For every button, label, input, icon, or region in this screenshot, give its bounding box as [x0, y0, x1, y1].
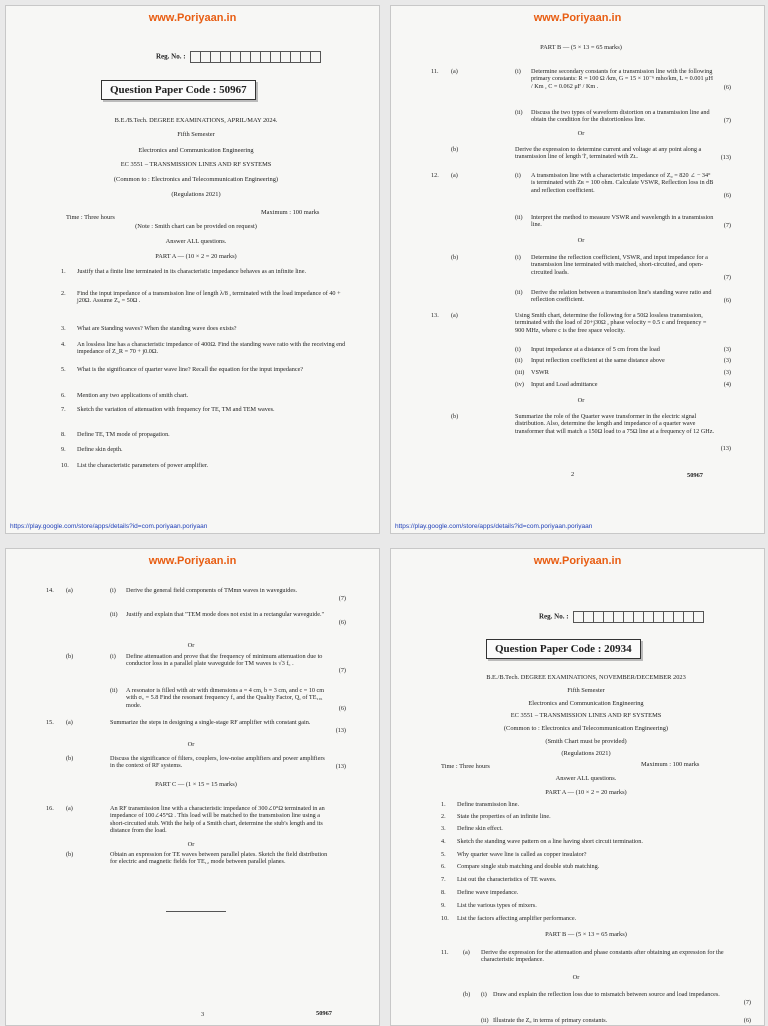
page-number: 3	[201, 1011, 205, 1018]
marks: (13)	[335, 763, 346, 770]
question-item	[46, 687, 346, 713]
question-3	[61, 325, 346, 341]
sub-label: (b)	[451, 413, 459, 420]
sub-label: (b)	[451, 254, 459, 261]
question-10	[441, 915, 751, 931]
sub-sub-label: (i)	[515, 254, 521, 261]
time: Time : Three hours	[66, 214, 115, 221]
sub-label: (a)	[451, 172, 458, 179]
question-number: 1.	[61, 268, 66, 275]
question-number: 16.	[46, 805, 54, 812]
semester: Fifth Semester	[567, 687, 605, 694]
question-number: 10.	[61, 462, 69, 469]
sub-label: (a)	[66, 719, 73, 726]
reg-no-boxes	[190, 51, 320, 63]
sub-sub-label: (i)	[110, 587, 116, 594]
question-text: State the properties of an infinite line.	[457, 813, 551, 820]
sub-label: (b)	[66, 755, 74, 762]
page-number: 2	[571, 471, 575, 478]
question-text: Input impedance at a distance of 5 cm from the load	[531, 346, 660, 353]
question-11a: 11. (a) Derive the expression for the attenuation and phase constants after obtaining an expression for the characteristic impedance.	[441, 949, 724, 964]
exam-page-3	[5, 548, 380, 1026]
question-number: 9.	[61, 446, 66, 453]
question-text: Determine the reflection coefficient, VSWR, and input impedance for a transmission line terminated with matched, short-circuited, and open- circuited loads.	[531, 254, 708, 276]
question-text: Mention any two applications of smith chart.	[77, 392, 189, 399]
question-7	[61, 406, 346, 422]
question-9	[61, 446, 346, 462]
marks: (7)	[338, 667, 346, 674]
question-text: Compare single stub matching and double stub matching.	[457, 863, 600, 870]
question-text: Find the input impedance of a transmission line of length λ/8 , terminated with the load impedance of 40 + j20Ω. Assume Z₀ = 50Ω .	[77, 290, 341, 305]
paper-code-footer: 50967	[316, 1010, 332, 1017]
or-divider: Or	[577, 237, 585, 244]
or-divider: Or	[187, 841, 195, 848]
sub-sub-label: (ii)	[110, 687, 118, 694]
question-text: Using Smith chart, determine the following for a 50Ω lossless transmission, terminated with the load of 20+j30Ω , phase velocity = 0.5 c and frequency = 900 MHz, where c is the free space velocity.	[515, 312, 707, 334]
question-number: 6.	[441, 863, 446, 870]
question-text: Discuss the significance of filters, couplers, low-noise amplifiers and power amplifiers in the context of RF systems.	[110, 755, 325, 770]
semester: Fifth Semester	[177, 131, 215, 138]
question-text: Input and Load admittance	[531, 381, 598, 388]
question-4	[61, 341, 346, 357]
question-number: 3.	[61, 325, 66, 332]
question-number: 8.	[61, 431, 66, 438]
question-text: List the various types of mixers.	[457, 902, 537, 909]
question-number: 2.	[441, 813, 446, 820]
question-number: 12.	[431, 172, 439, 179]
end-line	[166, 911, 226, 912]
max-marks: Maximum : 100 marks	[261, 209, 320, 216]
question-text: Discuss the two types of waveform distortion on a transmission line and obtain the condition for the distortionless line.	[531, 109, 710, 124]
question-number: 7.	[441, 876, 446, 883]
department: Electronics and Communication Engineering	[528, 700, 644, 707]
question-number: 13.	[431, 312, 439, 319]
question-item	[431, 146, 731, 164]
marks: (13)	[335, 727, 346, 734]
exam-title: B.E./B.Tech. DEGREE EXAMINATIONS, APRIL/MAY 2024.	[114, 117, 278, 124]
question-number: 11.	[431, 68, 439, 75]
question-text: Define transmission line.	[457, 801, 520, 808]
common-to: (Common to : Electronics and Telecommunication Engineering)	[503, 725, 669, 732]
paper-code-footer: 50967	[687, 472, 703, 479]
question-text: Obtain an expression for TE waves between parallel plates. Sketch the field distribution for electric and magnetic fields for TE₁₂ mode between parallel planes.	[110, 851, 328, 866]
marks: (7)	[338, 595, 346, 602]
question-number: 10.	[441, 915, 449, 922]
marks: (7)	[723, 117, 731, 124]
sub-sub-label: (i)	[110, 653, 116, 660]
marks: (7)	[723, 222, 731, 229]
sub-sub-label: (ii)	[515, 109, 523, 116]
question-text: Sketch the variation of attenuation with frequency for TE, TM and TEM waves.	[77, 406, 275, 413]
question-text: Summarize the role of the Quarter wave transformer in the electric signal distribution. Also, determine the length and impedance of a quarter wave transformer that will match a 150Ω load to a 75Ω line at a frequency of 12 GHz.	[515, 413, 715, 435]
marks: (6)	[338, 705, 346, 712]
question-item	[46, 611, 346, 629]
max-marks: Maximum : 100 marks	[641, 761, 700, 768]
question-number: 4.	[61, 341, 66, 348]
question-11b-i: (b) (i) Draw and explain the reflection loss due to mismatch between source and load impedances. (7)	[463, 991, 751, 1006]
or-divider: Or	[577, 130, 585, 137]
question-number: 6.	[61, 392, 66, 399]
question-number: 15.	[46, 719, 54, 726]
regulations: (Regulations 2021)	[171, 191, 221, 198]
sub-label: (a)	[66, 805, 73, 812]
marks: (13)	[720, 154, 731, 161]
question-text: A transmission line with a characteristic impedance of Z₀ = 820 ∠ − 34° is terminated with Zʀ = 100 ohm. Calculate VSWR, Reflection loss in dB and reflection coefficient.	[531, 172, 714, 194]
question-text: Justify and explain that "TEM mode does not exist in a rectangular waveguide."	[126, 611, 325, 618]
question-item	[431, 312, 731, 342]
sub-sub-label: (ii)	[515, 214, 523, 221]
question-text: List the factors affecting amplifier performance.	[457, 915, 577, 922]
reg-no-label: Reg. No. :	[156, 52, 186, 61]
sub-label: (b)	[451, 146, 459, 153]
or-divider: Or	[187, 642, 195, 649]
department: Electronics and Communication Engineering	[138, 147, 254, 154]
sub-sub-label: (i)	[515, 172, 521, 179]
question-number: 4.	[441, 838, 446, 845]
site-header[interactable]: www.Poriyaan.in	[148, 555, 237, 567]
question-item	[431, 289, 731, 307]
question-11b-ii: (ii) Illustrate the Z₀ in terms of primary constants. (6)	[481, 1017, 751, 1024]
question-number: 8.	[441, 889, 446, 896]
part-b-heading: PART B — (5 × 13 = 65 marks)	[545, 931, 627, 938]
question-item	[46, 851, 346, 879]
question-text: A resonator is filled with air with dimensions a = 4 cm, b = 3 cm, and c = 10 cm with σ꜀ = 5.8 Find the resonant frequency f꜀ and the Quality Factor, Q, of TE₁₀₁ mode.	[126, 687, 325, 709]
question-item	[46, 653, 346, 679]
or-divider: Or	[187, 741, 195, 748]
question-text: Sketch the standing wave pattern on a line having short circuit termination.	[457, 838, 643, 845]
question-text: Derive the expression to determine current and voltage at any point along a transmission line of length 'l', terminated with Zʟ.	[515, 146, 702, 161]
question-1	[61, 268, 346, 284]
exam-page-2	[390, 5, 765, 534]
marks: (13)	[720, 445, 731, 452]
question-number: 14.	[46, 587, 54, 594]
question-number: 3.	[441, 825, 446, 832]
or-divider: Or	[577, 397, 585, 404]
question-text: An RF transmission line with a characteristic impedance of 300∠0°Ω terminated in an impedance of 100∠45°Ω . This load will be matched to the transmission line using a short-circuited stub. With the help of a Smith chart, determine the stub's length and its distance from the load.	[110, 805, 325, 835]
question-text: Input reflection coefficient at the same distance above	[531, 357, 665, 364]
question-text: Define wave impedance.	[457, 889, 519, 896]
question-item	[46, 719, 346, 737]
question-text: Why quarter wave line is called as copper insulator?	[457, 851, 587, 858]
answer-all: Answer ALL questions.	[165, 238, 227, 245]
question-item	[431, 413, 731, 457]
sub-sub-label: (i)	[515, 346, 521, 353]
question-item	[431, 109, 731, 127]
question-text: Derive the general field components of TMmn waves in waveguides.	[126, 587, 298, 594]
sub-sub-label: (iv)	[515, 381, 524, 388]
part-a-heading: PART A — (10 × 2 = 20 marks)	[545, 789, 627, 796]
marks: (3)	[723, 369, 731, 376]
marks: (3)	[723, 346, 731, 353]
marks: (6)	[723, 297, 731, 304]
marks: (4)	[723, 381, 731, 388]
or-divider: Or	[572, 974, 580, 981]
sub-sub-label: (ii)	[515, 289, 523, 296]
time: Time : Three hours	[441, 763, 490, 770]
question-text: Define skin depth.	[77, 446, 123, 453]
answer-all: Answer ALL questions.	[555, 775, 617, 782]
sub-label: (a)	[66, 587, 73, 594]
part-a-heading: PART A — (10 × 2 = 20 marks)	[155, 253, 237, 260]
question-paper-code: Question Paper Code : 50967	[101, 80, 256, 100]
question-number: 7.	[61, 406, 66, 413]
footer-link[interactable]: https://play.google.com/store/apps/details?id=com.poriyaan.poriyaan	[10, 523, 208, 530]
reg-no-label: Reg. No. :	[539, 612, 569, 621]
question-item	[431, 346, 731, 354]
sub-sub-label: (i)	[515, 68, 521, 75]
question-item	[431, 254, 731, 282]
reg-no	[539, 611, 703, 623]
question-number: 9.	[441, 902, 446, 909]
question-item	[431, 172, 731, 202]
question-item	[431, 381, 731, 389]
exam-page-1	[5, 5, 380, 534]
question-text: Justify that a finite line terminated in its characteristic impedance behaves as an infinite line.	[77, 268, 307, 275]
question-2	[61, 290, 346, 306]
sub-sub-label: (iii)	[515, 369, 525, 376]
sub-sub-label: (ii)	[110, 611, 118, 618]
part-b-heading: PART B — (5 × 13 = 65 marks)	[540, 44, 622, 51]
question-number: 2.	[61, 290, 66, 297]
question-number: 5.	[441, 851, 446, 858]
regulations: (Regulations 2021)	[561, 750, 611, 757]
question-item	[431, 68, 731, 92]
question-item	[431, 369, 731, 377]
marks: (6)	[723, 84, 731, 91]
question-text: Derive the relation between a transmission line's standing wave ratio and reflection coefficient.	[531, 289, 712, 304]
question-text: An lossless line has a characteristic impedance of 400Ω. Find the standing wave ratio with the receiving end impedance of Z_R = 70 + j0.0Ω.	[77, 341, 346, 356]
site-header[interactable]: www.Poriyaan.in	[533, 555, 622, 567]
note: (Smith Chart must be provided)	[545, 738, 627, 745]
footer-link[interactable]: https://play.google.com/store/apps/details?id=com.poriyaan.poriyaan	[395, 523, 593, 530]
question-10	[61, 462, 346, 478]
question-5	[61, 366, 346, 382]
marks: (3)	[723, 357, 731, 364]
question-8	[61, 431, 346, 447]
question-item	[431, 357, 731, 365]
exam-title: B.E./B.Tech. DEGREE EXAMINATIONS, NOVEMBER/DECEMBER 2023	[486, 674, 686, 681]
marks: (6)	[723, 192, 731, 199]
question-paper-code: Question Paper Code : 20934	[486, 639, 641, 659]
sub-label: (b)	[66, 653, 74, 660]
question-number: 5.	[61, 366, 66, 373]
question-item	[431, 214, 731, 232]
reg-no-boxes	[573, 611, 703, 623]
question-text: What is the significance of quarter wave line? Recall the equation for the input impedance?	[77, 366, 304, 373]
question-text: What are Standing waves? When the standing wave does exists?	[77, 325, 237, 332]
question-text: Determine secondary constants for a transmission line with the following primary constants: R = 100 Ω /km, G = 15 × 10⁻⁶ mho/km, L = 0.001 μH / Km , C = 0.062 μF / Km .	[531, 68, 713, 90]
sub-label: (b)	[66, 851, 74, 858]
sub-label: (a)	[451, 312, 458, 319]
question-item	[46, 805, 346, 845]
reg-no	[156, 51, 320, 63]
question-text: Interpret the method to measure VSWR and wavelength in a transmission line.	[531, 214, 714, 229]
question-text: VSWR	[531, 369, 549, 376]
site-header[interactable]: www.Poriyaan.in	[148, 12, 237, 24]
question-text: Define skin effect.	[457, 825, 503, 832]
site-header[interactable]: www.Poriyaan.in	[533, 12, 622, 24]
question-text: Summarize the steps in designing a single-stage RF amplifier with constant gain.	[110, 719, 311, 726]
question-item	[46, 755, 346, 773]
sub-label: (a)	[451, 68, 458, 75]
exam-page-4	[390, 548, 765, 1026]
part-c-heading: PART C — (1 × 15 = 15 marks)	[155, 781, 237, 788]
question-text: Define attenuation and prove that the frequency of minimum attenuation due to conductor loss in a parallel plate waveguide for TM waves is √3 f꜀ .	[126, 653, 323, 668]
marks: (7)	[723, 274, 731, 281]
question-item	[46, 587, 346, 603]
course-title: EC 3551 – TRANSMISSION LINES AND RF SYSTEMS	[120, 161, 272, 168]
question-text: Define TE, TM mode of propagation.	[77, 431, 170, 438]
question-number: 1.	[441, 801, 446, 808]
question-text: List the characteristic parameters of power amplifier.	[77, 462, 209, 469]
question-text: List out the characteristics of TE waves.	[457, 876, 557, 883]
course-title: EC 3551 – TRANSMISSION LINES AND RF SYSTEMS	[510, 712, 662, 719]
marks: (6)	[338, 619, 346, 626]
common-to: (Common to : Electronics and Telecommunication Engineering)	[113, 176, 279, 183]
note: (Note : Smith chart can be provided on request)	[135, 223, 257, 230]
sub-sub-label: (ii)	[515, 357, 523, 364]
